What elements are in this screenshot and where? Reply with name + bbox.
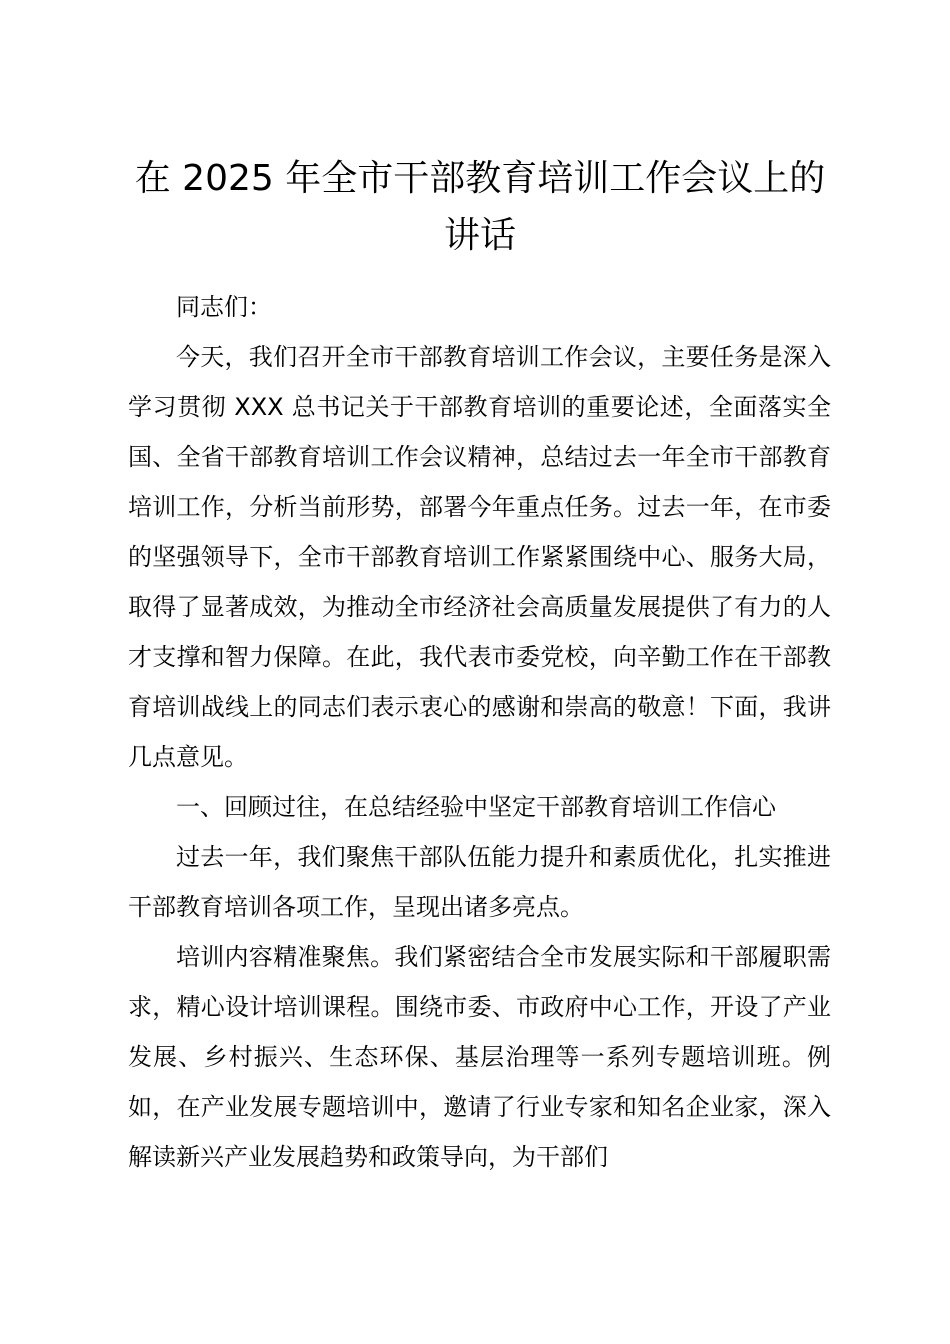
paragraph-review: 过去一年，我们聚焦干部队伍能力提升和素质优化，扎实推进干部教育培训各项工作，呈现出诸多亮点。 bbox=[128, 843, 831, 921]
paragraph-intro: 今天，我们召开全市干部教育培训工作会议，主要任务是深入学习贯彻 XXX 总书记关于干部教育培训的重要论述，全面落实全国、全省干部教育培训工作会议精神，总结过去一年全市干部教育培训工作，分析当前形势，部署今年重点任务。过去一年，在市委的坚强领导下，全市干部教育培训工作紧紧围绕中心、服务大局，取得了显著成效，为推动全市经济社会高质量发展提供了有力的人才支撑和智力保障。在此，我代表市委党校，向辛勤工作在干部教育培训战线上的同志们表示衷心的感谢和崇高的敬意！下面，我讲几点意见。 bbox=[128, 343, 831, 771]
section-heading-1: 一、回顾过往，在总结经验中坚定干部教育培训工作信心 bbox=[176, 793, 776, 821]
paragraph-training-content: 培训内容精准聚焦。我们紧密结合全市发展实际和干部履职需求，精心设计培训课程。围绕市委、市政府中心工作，开设了产业发展、乡村振兴、生态环保、基层治理等一系列专题培训班。例如，在产业发展专题培训中，邀请了行业专家和知名企业家，深入解读新兴产业发展趋势和政策导向，为干部们 bbox=[128, 943, 831, 1171]
document-body bbox=[128, 282, 831, 1182]
salutation: 同志们： bbox=[176, 293, 272, 321]
document-title: 在 2025 年全市干部教育培训工作会议上的讲话 bbox=[134, 158, 826, 256]
